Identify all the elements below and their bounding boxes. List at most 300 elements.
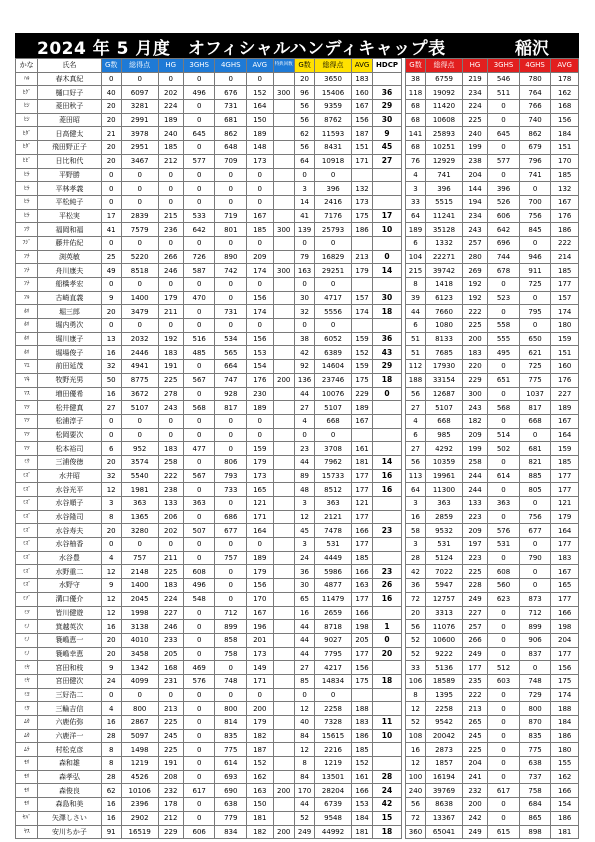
year-stat-cell: 638 <box>519 757 551 771</box>
year-stat-cell: 17930 <box>426 360 463 374</box>
month-stat-cell: 266 <box>158 250 183 264</box>
year-stat-cell: 108 <box>405 729 425 743</box>
period-stat-cell: 156 <box>351 661 372 675</box>
year-stat-cell: 0 <box>488 510 520 524</box>
title-bar <box>15 33 579 58</box>
year-stat-cell: 1395 <box>426 688 463 702</box>
month-stat-cell: 2867 <box>121 716 158 730</box>
period-stat-cell: 185 <box>351 551 372 565</box>
year-stat-cell: 177 <box>551 538 579 552</box>
player-name: 箕越英次 <box>38 620 101 634</box>
year-stat-cell: 155 <box>551 757 579 771</box>
month-stat-cell: 567 <box>183 469 215 483</box>
month-stat-cell <box>273 195 294 209</box>
month-stat-cell: 164 <box>247 100 273 114</box>
period-stat-cell: 79 <box>294 250 314 264</box>
year-stat-cell: 514 <box>488 428 520 442</box>
handicap-table <box>15 58 579 839</box>
month-stat-cell: 0 <box>183 606 215 620</box>
month-stat-cell: 0 <box>183 757 215 771</box>
year-stat-cell: 2859 <box>426 510 463 524</box>
table-row <box>16 579 579 593</box>
player-name: 福岡和福 <box>38 223 101 237</box>
month-stat-cell: 12 <box>101 565 121 579</box>
year-stat-cell: 790 <box>519 551 551 565</box>
period-stat-cell: 6739 <box>315 798 352 812</box>
year-stat-cell: 678 <box>488 264 520 278</box>
period-stat-cell: 186 <box>351 223 372 237</box>
year-stat-cell: 645 <box>488 127 520 141</box>
month-stat-cell: 191 <box>158 757 183 771</box>
month-stat-cell: 0 <box>101 195 121 209</box>
month-stat-cell <box>273 510 294 524</box>
period-stat-cell: 0 <box>294 428 314 442</box>
month-stat-cell: 179 <box>158 291 183 305</box>
period-stat-cell: 157 <box>351 291 372 305</box>
year-stat-cell: 1037 <box>519 387 551 401</box>
period-stat-cell: 183 <box>351 72 372 86</box>
year-stat-cell: 756 <box>519 209 551 223</box>
month-stat-cell <box>273 770 294 784</box>
hdcp-cell: 1 <box>373 620 402 634</box>
year-stat-cell: 795 <box>519 305 551 319</box>
year-stat-cell: 179 <box>551 510 579 524</box>
kana-cell: ﾑｶ <box>16 716 38 730</box>
hdcp-cell: 0 <box>373 387 402 401</box>
year-stat-cell: 6123 <box>426 291 463 305</box>
month-stat-cell: 0 <box>183 113 215 127</box>
year-stat-cell: 162 <box>551 770 579 784</box>
month-stat-cell: 835 <box>215 729 247 743</box>
month-stat-cell: 858 <box>215 633 247 647</box>
year-stat-cell: 36 <box>405 579 425 593</box>
month-stat-cell: 0 <box>215 538 247 552</box>
year-stat-cell: 614 <box>488 469 520 483</box>
month-stat-cell <box>273 182 294 196</box>
month-stat-cell: 0 <box>183 770 215 784</box>
month-stat-cell: 227 <box>158 606 183 620</box>
year-stat-cell: 68 <box>405 100 425 114</box>
month-stat-cell: 2032 <box>121 332 158 346</box>
table-row <box>16 141 579 155</box>
club-name: 稲沢 <box>515 39 549 59</box>
hdcp-cell: 23 <box>373 565 402 579</box>
month-stat-cell: 800 <box>215 702 247 716</box>
month-stat-cell: 156 <box>247 291 273 305</box>
year-stat-cell: 182 <box>462 414 487 428</box>
month-stat-cell: 1219 <box>121 757 158 771</box>
year-stat-cell: 651 <box>488 373 520 387</box>
year-stat-cell: 64 <box>405 483 425 497</box>
player-name: 水野守 <box>38 579 101 593</box>
hdcp-cell <box>373 168 402 182</box>
period-stat-cell: 160 <box>351 86 372 100</box>
year-stat-cell: 35128 <box>426 223 463 237</box>
hdcp-cell <box>373 743 402 757</box>
period-stat-cell: 56 <box>294 113 314 127</box>
month-stat-cell: 236 <box>158 223 183 237</box>
month-stat-cell: 567 <box>183 373 215 387</box>
table-row <box>16 757 579 771</box>
month-stat-cell: 0 <box>183 319 215 333</box>
period-stat-cell: 27 <box>294 401 314 415</box>
hdcp-cell: 10 <box>373 223 402 237</box>
month-stat-cell: 32 <box>101 469 121 483</box>
col-name: 氏名 <box>38 59 101 73</box>
hdcp-cell <box>373 702 402 716</box>
month-stat-cell: 16 <box>101 811 121 825</box>
month-stat-cell: 20 <box>101 305 121 319</box>
year-stat-cell: 184 <box>551 716 579 730</box>
period-stat-cell: 175 <box>351 209 372 223</box>
year-stat-cell: 617 <box>488 784 520 798</box>
year-stat-cell: 204 <box>462 757 487 771</box>
period-stat-cell: 10076 <box>315 387 352 401</box>
month-stat-cell <box>273 236 294 250</box>
col-period-avg: AVG <box>351 59 372 73</box>
month-stat-cell: 565 <box>215 346 247 360</box>
year-stat-cell: 511 <box>488 86 520 100</box>
month-stat-cell: 2396 <box>121 798 158 812</box>
year-stat-cell: 56 <box>405 455 425 469</box>
month-stat-cell <box>273 798 294 812</box>
year-stat-cell: 222 <box>551 236 579 250</box>
month-stat-cell: 4010 <box>121 633 158 647</box>
month-stat-cell: 0 <box>247 538 273 552</box>
kana-cell: ﾐｳ <box>16 455 38 469</box>
kana-cell: ﾓﾘ <box>16 757 38 771</box>
period-stat-cell: 152 <box>351 757 372 771</box>
hdcp-cell: 18 <box>373 825 402 839</box>
kana-cell: ﾐﾉ <box>16 647 38 661</box>
kana-cell: ﾐｽﾞ <box>16 565 38 579</box>
player-name: 堀場俊子 <box>38 346 101 360</box>
month-stat-cell: 0 <box>215 592 247 606</box>
kana-cell: ﾋﾗ <box>16 168 38 182</box>
player-name: 飛田野正子 <box>38 141 101 155</box>
month-stat-cell: 20 <box>101 113 121 127</box>
year-stat-cell: 197 <box>462 538 487 552</box>
year-stat-cell: 0 <box>488 278 520 292</box>
year-stat-cell: 4 <box>405 414 425 428</box>
year-stat-cell: 865 <box>519 811 551 825</box>
period-stat-cell: 15733 <box>315 469 352 483</box>
month-stat-cell: 179 <box>247 565 273 579</box>
month-stat-cell: 183 <box>158 346 183 360</box>
period-stat-cell: 44 <box>294 647 314 661</box>
period-stat-cell: 173 <box>351 195 372 209</box>
year-stat-cell: 204 <box>462 168 487 182</box>
month-stat-cell <box>273 414 294 428</box>
year-stat-cell: 512 <box>488 661 520 675</box>
year-stat-cell: 38 <box>405 72 425 86</box>
month-stat-cell: 174 <box>247 264 273 278</box>
year-stat-cell: 817 <box>519 401 551 415</box>
year-stat-cell: 0 <box>488 113 520 127</box>
month-stat-cell: 150 <box>247 113 273 127</box>
year-stat-cell: 183 <box>462 346 487 360</box>
month-stat-cell: 165 <box>247 483 273 497</box>
month-stat-cell: 49 <box>101 264 121 278</box>
kana-cell: ﾎﾘ <box>16 319 38 333</box>
year-stat-cell: 118 <box>405 86 425 100</box>
year-stat-cell: 531 <box>426 538 463 552</box>
year-stat-cell: 5136 <box>426 661 463 675</box>
period-stat-cell: 166 <box>351 524 372 538</box>
year-stat-cell: 184 <box>551 127 579 141</box>
month-stat-cell: 0 <box>158 278 183 292</box>
year-stat-cell: 10608 <box>426 113 463 127</box>
kana-cell: ﾐｽﾞ <box>16 551 38 565</box>
month-stat-cell: 0 <box>121 688 158 702</box>
month-stat-cell: 205 <box>158 647 183 661</box>
kana-cell: ﾑﾗ <box>16 743 38 757</box>
month-stat-cell: 363 <box>183 497 215 511</box>
table-row <box>16 633 579 647</box>
month-stat-cell: 1365 <box>121 510 158 524</box>
year-stat-cell: 725 <box>519 278 551 292</box>
year-stat-cell: 6759 <box>426 72 463 86</box>
player-name: 簑嶋恵一 <box>38 633 101 647</box>
month-stat-cell: 3672 <box>121 387 158 401</box>
period-stat-cell: 44992 <box>315 825 352 839</box>
year-stat-cell: 52 <box>405 633 425 647</box>
year-stat-cell: 72 <box>405 811 425 825</box>
month-stat-cell: 681 <box>215 113 247 127</box>
kana-cell: ﾌｼﾞ <box>16 236 38 250</box>
col-year-4ghs: 4GHS <box>519 59 551 73</box>
year-stat-cell: 0 <box>488 770 520 784</box>
month-stat-cell <box>273 497 294 511</box>
year-stat-cell: 223 <box>462 551 487 565</box>
table-row <box>16 825 579 839</box>
year-stat-cell: 58 <box>405 524 425 538</box>
year-stat-cell: 3 <box>405 182 425 196</box>
hdcp-cell: 10 <box>373 729 402 743</box>
month-stat-cell: 758 <box>215 647 247 661</box>
month-stat-cell: 0 <box>183 743 215 757</box>
month-stat-cell <box>273 72 294 86</box>
month-stat-cell: 196 <box>247 620 273 634</box>
month-stat-cell <box>273 127 294 141</box>
month-stat-cell: 8 <box>101 743 121 757</box>
hdcp-cell <box>373 661 402 675</box>
period-stat-cell: 6052 <box>315 332 352 346</box>
month-stat-cell: 677 <box>215 524 247 538</box>
month-stat-cell: 182 <box>247 825 273 839</box>
period-stat-cell: 7328 <box>315 716 352 730</box>
year-stat-cell: 5947 <box>426 579 463 593</box>
year-stat-cell: 0 <box>488 729 520 743</box>
month-stat-cell: 5220 <box>121 250 158 264</box>
player-name: 六鹿佑弥 <box>38 716 101 730</box>
hdcp-cell: 27 <box>373 154 402 168</box>
kana-cell: ﾐｽﾞ <box>16 469 38 483</box>
col-hdcp: HDCP <box>373 59 402 73</box>
hdcp-cell <box>373 497 402 511</box>
year-stat-cell: 189 <box>551 401 579 415</box>
year-stat-cell: 615 <box>488 825 520 839</box>
table-row <box>16 346 579 360</box>
month-stat-cell: 3138 <box>121 620 158 634</box>
col-year-avg: AVG <box>551 59 579 73</box>
year-stat-cell: 222 <box>462 688 487 702</box>
month-stat-cell: 4 <box>101 702 121 716</box>
year-stat-cell: 6 <box>405 319 425 333</box>
player-name: 三浦俊徳 <box>38 455 101 469</box>
hdcp-cell <box>373 236 402 250</box>
month-stat-cell: 614 <box>215 757 247 771</box>
month-stat-cell: 185 <box>158 141 183 155</box>
period-stat-cell: 668 <box>315 414 352 428</box>
month-stat-cell <box>273 565 294 579</box>
year-stat-cell: 576 <box>488 524 520 538</box>
year-stat-cell: 6 <box>405 428 425 442</box>
player-name: 菱田秋子 <box>38 100 101 114</box>
kana-cell: ﾎﾘ <box>16 346 38 360</box>
year-stat-cell: 177 <box>551 647 579 661</box>
month-stat-cell: 183 <box>158 442 183 456</box>
month-stat-cell: 0 <box>101 428 121 442</box>
year-stat-cell: 27 <box>405 401 425 415</box>
year-stat-cell: 0 <box>488 647 520 661</box>
period-stat-cell: 121 <box>351 497 372 511</box>
month-stat-cell: 240 <box>158 127 183 141</box>
year-stat-cell: 623 <box>488 592 520 606</box>
year-stat-cell: 7685 <box>426 346 463 360</box>
month-stat-cell <box>273 141 294 155</box>
month-stat-cell: 731 <box>215 305 247 319</box>
kana-cell: ﾓﾘ <box>16 784 38 798</box>
month-stat-cell: 13 <box>101 332 121 346</box>
period-stat-cell: 0 <box>315 688 352 702</box>
col-year-hg: HG <box>462 59 487 73</box>
year-stat-cell: 8 <box>405 688 425 702</box>
month-stat-cell: 0 <box>215 565 247 579</box>
table-row <box>16 305 579 319</box>
kana-cell: ﾐﾔ <box>16 661 38 675</box>
year-stat-cell: 0 <box>488 716 520 730</box>
period-stat-cell: 11479 <box>315 592 352 606</box>
year-stat-cell: 165 <box>551 579 579 593</box>
month-stat-cell: 212 <box>158 811 183 825</box>
table-row <box>16 250 579 264</box>
month-stat-cell: 0 <box>183 428 215 442</box>
month-stat-cell: 0 <box>247 236 273 250</box>
kana-cell: ﾋﾋﾞ <box>16 154 38 168</box>
month-stat-cell: 507 <box>183 524 215 538</box>
hdcp-cell <box>373 757 402 771</box>
year-stat-cell: 16 <box>405 743 425 757</box>
month-stat-cell: 2446 <box>121 346 158 360</box>
period-stat-cell: 27 <box>294 661 314 675</box>
period-stat-cell: 14 <box>294 195 314 209</box>
period-stat-cell: 0 <box>294 319 314 333</box>
month-stat-cell: 693 <box>215 770 247 784</box>
period-stat-cell: 41 <box>294 209 314 223</box>
year-stat-cell: 946 <box>519 250 551 264</box>
period-stat-cell: 170 <box>294 784 314 798</box>
month-stat-cell: 0 <box>215 579 247 593</box>
period-stat-cell: 23 <box>294 442 314 456</box>
hdcp-cell: 0 <box>373 633 402 647</box>
month-stat-cell: 121 <box>247 497 273 511</box>
year-stat-cell: 167 <box>551 414 579 428</box>
year-stat-cell: 209 <box>462 524 487 538</box>
player-name: 前田延茂 <box>38 360 101 374</box>
year-stat-cell: 106 <box>405 674 425 688</box>
period-stat-cell: 32 <box>294 305 314 319</box>
month-stat-cell: 7579 <box>121 223 158 237</box>
month-stat-cell: 0 <box>247 428 273 442</box>
year-stat-cell: 234 <box>462 86 487 100</box>
year-stat-cell: 0 <box>488 798 520 812</box>
year-stat-cell: 396 <box>488 182 520 196</box>
month-stat-cell: 164 <box>247 524 273 538</box>
hdcp-cell: 20 <box>373 647 402 661</box>
month-stat-cell: 3479 <box>121 305 158 319</box>
month-stat-cell: 230 <box>247 387 273 401</box>
year-stat-cell: 219 <box>462 72 487 86</box>
month-stat-cell: 225 <box>158 373 183 387</box>
month-stat-cell: 2902 <box>121 811 158 825</box>
month-stat-cell: 0 <box>183 278 215 292</box>
year-stat-cell: 0 <box>488 414 520 428</box>
year-stat-cell: 679 <box>519 141 551 155</box>
month-stat-cell: 16 <box>101 716 121 730</box>
month-stat-cell: 170 <box>247 592 273 606</box>
month-stat-cell: 167 <box>247 606 273 620</box>
period-stat-cell: 84 <box>294 729 314 743</box>
player-name: 水谷柚香 <box>38 538 101 552</box>
period-stat-cell: 96 <box>294 86 314 100</box>
col-year-3ghs: 3GHS <box>488 59 520 73</box>
year-stat-cell: 546 <box>488 72 520 86</box>
year-stat-cell: 300 <box>462 387 487 401</box>
month-stat-cell: 20 <box>101 141 121 155</box>
month-stat-cell: 232 <box>158 784 183 798</box>
month-stat-cell: 719 <box>215 209 247 223</box>
period-stat-cell: 0 <box>294 168 314 182</box>
period-stat-cell: 0 <box>315 278 352 292</box>
year-stat-cell: 39769 <box>426 784 463 798</box>
period-stat-cell: 2121 <box>315 510 352 524</box>
month-stat-cell: 0 <box>158 538 183 552</box>
month-stat-cell: 0 <box>183 305 215 319</box>
month-stat-cell: 0 <box>183 195 215 209</box>
month-stat-cell: 0 <box>101 414 121 428</box>
month-stat-cell: 1981 <box>121 483 158 497</box>
month-stat-cell: 229 <box>158 825 183 839</box>
period-stat-cell: 44 <box>294 387 314 401</box>
period-stat-cell: 44 <box>294 798 314 812</box>
month-stat-cell <box>273 168 294 182</box>
hdcp-cell <box>373 428 402 442</box>
month-stat-cell: 41 <box>101 223 121 237</box>
month-stat-cell: 0 <box>101 168 121 182</box>
table-row <box>16 195 579 209</box>
year-stat-cell: 0 <box>488 141 520 155</box>
player-name: 皆川健遊 <box>38 606 101 620</box>
month-stat-cell <box>273 729 294 743</box>
month-stat-cell: 548 <box>183 592 215 606</box>
month-stat-cell <box>273 688 294 702</box>
year-stat-cell: 608 <box>488 565 520 579</box>
year-stat-cell: 12 <box>405 702 425 716</box>
year-stat-cell: 758 <box>519 784 551 798</box>
year-stat-cell: 154 <box>551 798 579 812</box>
year-stat-cell: 0 <box>488 360 520 374</box>
